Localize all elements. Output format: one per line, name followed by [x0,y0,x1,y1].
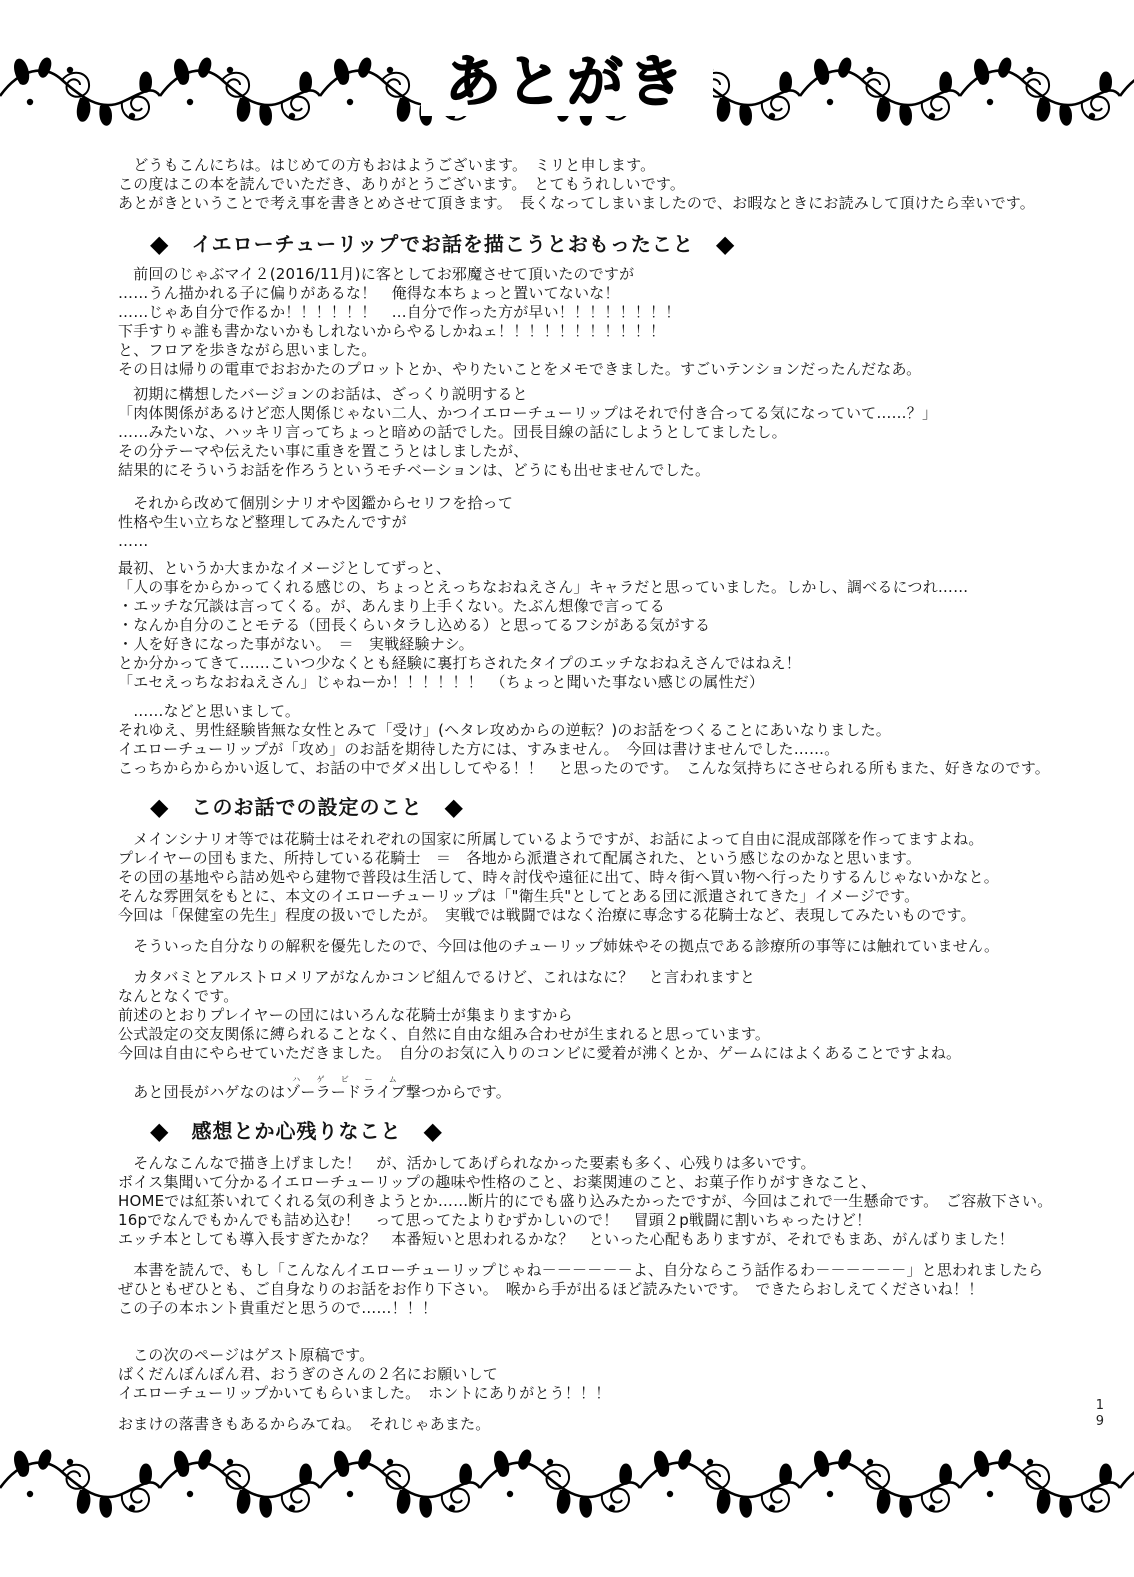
ruby-line-pre: あと団長がハゲなのは [118,1083,286,1101]
text-line: 前述のとおりプレイヤーの団にはいろんな花騎士が集まりますから [118,1006,573,1024]
text-line: ……じゃあ自分で作るか！！！！！！ …自分で作った方が早い！！！！！！！！ [118,303,681,321]
paragraph [118,385,1110,480]
text-line: そんな雰囲気をもとに、本文のイエローチューリップは「"衛生兵"としてとある団に派遣されてきた」イメージです。 [118,887,920,905]
text-line: 性格や生い立ちなど整理してみたんですが [118,513,407,531]
text-line: ……みたいな、ハッキリ言ってちょっと暗めの話でした。団長目線の話にしようとしてましたし。 [118,423,787,441]
text-line: 「人の事をからかってくれる感じの、ちょっとえっちなおねえさん」キャラだと思っていました。しかし、調べるにつれ…… [118,578,969,596]
text-line: と、フロアを歩きながら思いました。 [118,341,377,359]
text-line: なんとなくです。 [118,987,239,1005]
text-line: 今回は自由にやらせていただきました。 自分のお気に入りのコンビに愛着が沸くとか、ゲームにはよくあることですよね。 [118,1044,962,1062]
text-line: カタバミとアルストロメリアがなんかコンビ組んでるけど、これはなに？ と言われますと [118,968,756,986]
text-line: 「エセえっちなおねえさん」じゃねーか！！！！！！ （ちょっと聞いた事ない感じの属性だ） [118,673,765,691]
floral-vine-pattern [0,1438,1134,1534]
text-line: その日は帰りの電車でおおかたのプロットとか、やりたいことをメモできました。すごいテンションだったんだなあ。 [118,360,922,378]
text-line: ・人を好きになった事がない。 ＝ 実戦経験ナシ。 [118,635,474,653]
text-line: ・エッチな冗談は言ってくる。が、あんまり上手くない。たぶん想像で言ってる [118,597,665,615]
hage-beam-ruby-line [118,1075,1110,1102]
text-line: プレイヤーの団もまた、所持している花騎士 ＝ 各地から派遣されて配属された、という感じなのかなと思います。 [118,849,922,867]
paragraph [118,494,1110,551]
text-line: それゆえ、男性経験皆無な女性とみて「受け」(ヘタレ攻めからの逆転？)のお話をつくることにあいなりました。 [118,721,892,739]
closing-paragraph [118,1346,1110,1403]
text-line: 前回のじゃぶマイ２(2016/11月)に客としてお邪魔させて頂いたのですが [118,265,635,283]
paragraph [118,937,1110,956]
ruby-furigana: ハゲビーム [285,1075,406,1084]
title-wrap [421,50,713,116]
bottom-floral-border [0,1438,1134,1534]
text-line: 今回は「保健室の先生」程度の扱いでしたが。 実戦では戦闘ではなく治療に専念する花騎士など、表現してみたいものです。 [118,906,976,924]
page-number-digit: 1 [1095,1398,1104,1413]
intro-paragraph [118,156,1110,213]
text-line: その団の基地やら詰め処やら建物で普段は生活して、時々討伐や遠征に出て、時々街へ買い物へ行ったりするんじゃないかなと。 [118,868,1000,886]
text-line: 下手すりゃ誰も書かないかもしれないからやるしかねェ！！！！！！！！！！！ [118,322,666,340]
text-line: …… [118,532,149,550]
section-heading-2 [150,794,1110,820]
paragraph [118,265,1110,379]
paragraph [118,1261,1110,1318]
diamond-icon: ◆ [150,230,170,258]
section-heading-3 [150,1118,1110,1144]
text-line: それから改めて個別シナリオや図鑑からセリフを拾って [118,494,514,512]
page-title: あとがき [445,50,689,115]
diamond-icon: ◆ [150,793,170,821]
text-line: ばくだんぼんぼん君、おうぎのさんの２名にお願いして [118,1365,499,1383]
text-line: とか分かってきて……こいつ少なくとも経験に裏打ちされたタイプのエッチなおねえさんではねえ！ [118,654,801,672]
page-number-digit: 9 [1095,1414,1104,1429]
text-line: イエローチューリップかいてもらいました。 ホントにありがとう！！！ [118,1384,611,1402]
text-line: ……などと思いまして。 [118,702,301,720]
text-line: 本書を読んで、もし「こんなんイエローチューリップじゃね－－－－－－よ、自分ならこう話作るわ－－－－－－」と思われましたら [118,1261,1044,1279]
text-line: ボイス集聞いて分かるイエローチューリップの趣味や性格のこと、お薬関連のこと、お菓子作りがすきなこと、 [118,1173,877,1191]
paragraph [118,559,1110,692]
section-heading-text: 感想とか心残りなこと [191,1119,402,1143]
paragraph [118,830,1110,925]
text-line: おまけの落書きもあるからみてね。 それじゃあまた。 [118,1415,491,1433]
section-heading-1 [150,231,1110,257]
text-line: この度はこの本を読んでいただき、ありがとうございます。 とてもうれしいです。 [118,175,686,193]
text-line: 最初、というか大まかなイメージとしてずっと、 [118,559,452,577]
diamond-icon: ◆ [444,793,464,821]
text-line: その分テーマや伝えたい事に重きを置こうとはしましたが、 [118,442,529,460]
text-line: 公式設定の交友関係に縛られることなく、自然に自由な組み合わせが生まれると思っています。 [118,1025,771,1043]
text-line: こっちからからかい返して、お話の中でダメ出ししてやる！！ と思ったのです。 こんな気持ちにさせられる所もまた、好きなのです。 [118,759,1050,777]
diamond-icon: ◆ [715,230,736,258]
section-heading-text: このお話での設定のこと [191,795,423,819]
text-line: メインシナリオ等では花騎士はそれぞれの国家に所属しているようですが、お話によって自由に混成部隊を作ってますよね。 [118,830,984,848]
paragraph [118,968,1110,1063]
text-line: ……うん描かれる子に偏りがあるな！ 俺得な本ちょっと置いてないな！ [118,284,620,302]
text-line: この次のページはゲスト原稿です。 [118,1346,375,1364]
paragraph [118,1154,1110,1249]
text-line: 結果的にそういうお話を作ろうというモチベーションは、どうにも出せませんでした。 [118,461,711,479]
closing-paragraph [118,1415,1110,1434]
text-line: そんなこんなで描き上げました！ が、活かしてあげられなかった要素も多く、心残りは多いです。 [118,1154,816,1172]
ruby-base: ゾーラードライブ [285,1083,406,1101]
text-line: 16pでなんでもかんでも詰め込む！ って思ってたよりむずかしいので！ 冒頭２p戦闘に割いちゃったけど！ [118,1211,872,1229]
afterword-body [118,156,1110,1434]
text-line: イエローチューリップが「攻め」のお話を期待した方には、すみません。 今回は書けませんでした……。 [118,740,840,758]
text-line: ぜひともぜひとも、ご自身なりのお話をお作り下さい。 喉から手が出るほど読みたいです。 できたらおしえてくださいね！！ [118,1280,984,1298]
text-line: あとがきということで考え事を書きとめさせて頂きます。 長くなってしまいましたので、お暇なときにお読みして頂けたら幸いです。 [118,194,1036,212]
text-line: エッチ本としても導入長すぎたかな？ 本番短いと思われるかな？ といった心配もありますが、それでもまあ、がんばりました！ [118,1230,1014,1248]
diamond-icon: ◆ [150,1117,170,1145]
ruby-line-post: 撃つからです。 [405,1083,511,1101]
page-number [1096,1398,1104,1430]
text-line: 「肉体関係があるけど恋人関係じゃない二人、かつイエローチューリップはそれで付き合ってる気になっていて……？」 [118,404,938,422]
text-line: ・なんか自分のことモテる（団長くらいタラし込める）と思ってるフシがある気がする [118,616,711,634]
paragraph [118,702,1110,778]
text-line: そういった自分なりの解釈を優先したので、今回は他のチューリップ姉妹やその拠点である診療所の事等には触れていません。 [118,937,1000,955]
text-line: この子の本ホント貴重だと思うので……！！！ [118,1299,438,1317]
diamond-icon: ◆ [423,1117,443,1145]
section-heading-text: イエローチューリップでお話を描こうとおもったこと [191,232,694,256]
text-line: どうもこんにちは。はじめての方もおはようございます。 ミリと申します。 [118,156,656,174]
text-line: HOMEでは紅茶いれてくれる気の利きようとか……断片的にでも盛り込みたかったですが、今回はこれで一生懸命です。 ご容赦下さい。 [118,1192,1053,1210]
text-line: 初期に構想したバージョンのお話は、ざっくり説明すると [118,385,528,403]
